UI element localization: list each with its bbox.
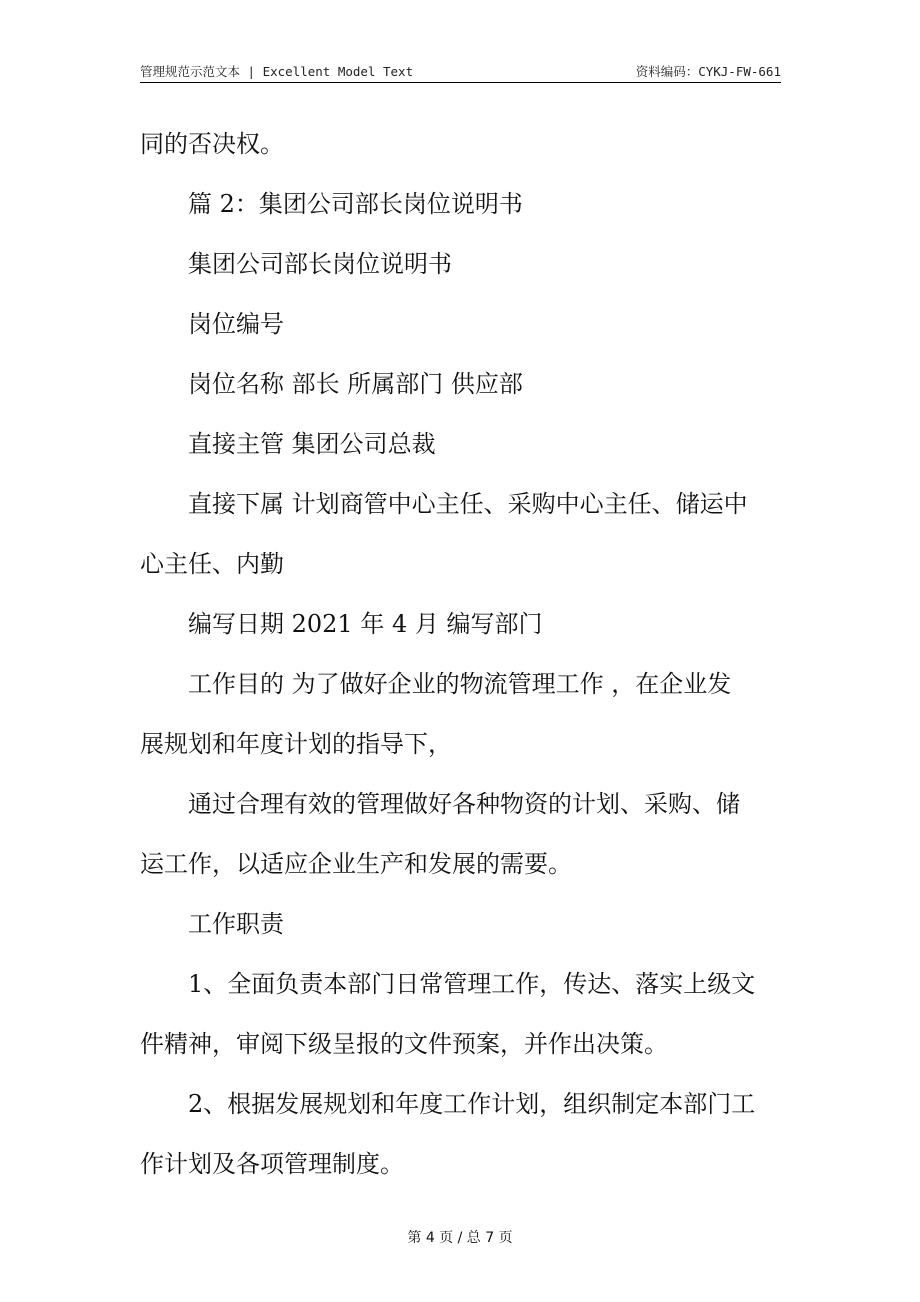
paragraph-line: 展规划和年度计划的指导下， <box>140 730 452 758</box>
paragraph-line: 作计划及各项管理制度。 <box>140 1150 404 1178</box>
section-heading: 篇 2：集团公司部长岗位说明书 <box>188 190 523 218</box>
field-written-date: 编写日期 2021 年 4 月 编写部门 <box>188 610 543 638</box>
paragraph-line: 心主任、内勤 <box>140 550 284 578</box>
field-work-purpose: 工作目的 为了做好企业的物流管理工作 ，在企业发 <box>188 670 732 698</box>
paragraph-line: 件精神，审阅下级呈报的文件预案，并作出决策。 <box>140 1030 668 1058</box>
paragraph-line: 同的否决权。 <box>140 130 284 158</box>
field-direct-supervisor: 直接主管 集团公司总裁 <box>188 430 436 458</box>
document-title: 集团公司部长岗位说明书 <box>188 250 452 278</box>
header-document-code: 资料编码：CYKJ-FW-661 <box>635 64 781 79</box>
page-number: 第 4 页 / 总 7 页 <box>407 1230 513 1246</box>
duty-item: 2、根据发展规划和年度工作计划，组织制定本部门工 <box>188 1090 756 1118</box>
page-header <box>140 58 781 83</box>
field-position-name: 岗位名称 部长 所属部门 供应部 <box>188 370 523 398</box>
section-heading-duties: 工作职责 <box>188 910 284 938</box>
duty-item: 1、全面负责本部门日常管理工作，传达、落实上级文 <box>188 970 756 998</box>
paragraph-line: 通过合理有效的管理做好各种物资的计划、采购、储 <box>188 790 740 818</box>
field-position-id: 岗位编号 <box>188 310 284 338</box>
header-title: 管理规范示范文本 | Excellent Model Text <box>140 64 414 79</box>
paragraph-line: 运工作，以适应企业生产和发展的需要。 <box>140 850 572 878</box>
field-direct-subordinates: 直接下属 计划商管中心主任、采购中心主任、储运中 <box>188 490 748 518</box>
